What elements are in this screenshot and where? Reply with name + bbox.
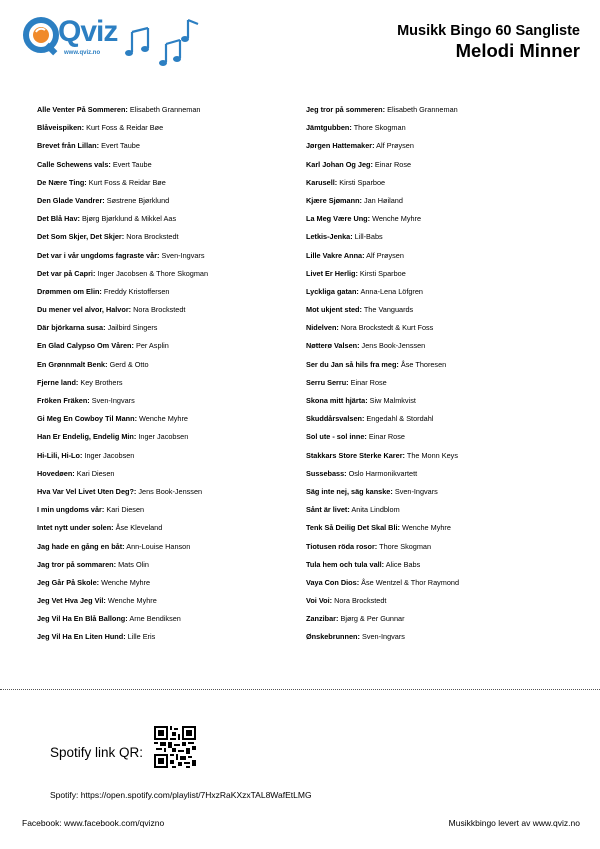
song-title: Mot ukjent sted: bbox=[306, 305, 362, 315]
song-item bbox=[37, 356, 299, 374]
footer-facebook-link[interactable]: Facebook: www.facebook.com/qvizno bbox=[22, 818, 165, 828]
song-item bbox=[37, 119, 299, 137]
song-artist: Elisabeth Granneman bbox=[385, 105, 458, 114]
song-title: Jeg Går På Skole: bbox=[37, 577, 100, 587]
song-artist: Nora Brockstedt bbox=[332, 596, 387, 606]
song-title: Kjære Sjømann: bbox=[306, 195, 362, 205]
song-artist: Wenche Myhre bbox=[99, 577, 151, 587]
song-item bbox=[37, 174, 299, 192]
song-artist: Einar Rose bbox=[372, 159, 412, 169]
song-artist: Thore Skogman bbox=[351, 123, 406, 133]
logo-wordmark: Qviz bbox=[58, 15, 118, 48]
logo-url: www.qviz.no bbox=[64, 50, 101, 56]
song-title: Han Er Endelig, Endelig Min: bbox=[37, 432, 137, 442]
song-item bbox=[306, 556, 576, 574]
song-list-right bbox=[306, 101, 576, 647]
spotify-qr-label: Spotify link QR: bbox=[50, 745, 144, 760]
song-item bbox=[306, 538, 576, 556]
song-artist: Wenche Myhre bbox=[370, 214, 422, 224]
song-artist: Alf Prøysen bbox=[364, 250, 404, 260]
song-item bbox=[37, 483, 299, 501]
song-title: Där björkarna susa: bbox=[37, 323, 106, 333]
song-item bbox=[306, 319, 576, 337]
song-item bbox=[37, 156, 299, 174]
song-title: I min ungdoms vår: bbox=[37, 505, 105, 515]
song-item bbox=[306, 356, 576, 374]
song-title: De Nære Ting: bbox=[37, 177, 87, 187]
song-artist: Evert Taube bbox=[99, 141, 140, 151]
song-item bbox=[306, 119, 576, 137]
song-artist: Wenche Myhre bbox=[137, 414, 188, 424]
song-title: Jørgen Hattemaker: bbox=[306, 141, 375, 151]
song-artist: The Monn Keys bbox=[404, 450, 458, 460]
header-title: Melodi Minner bbox=[455, 40, 580, 61]
song-list-left bbox=[37, 101, 299, 647]
song-artist: Lill-Babs bbox=[352, 232, 383, 242]
song-title: Den Glade Vandrer: bbox=[37, 195, 105, 205]
song-artist: Bjørg & Per Gunnar bbox=[338, 614, 405, 624]
song-title: Lille Vakre Anna: bbox=[306, 250, 365, 260]
song-title: Ser du Jan så hils fra meg: bbox=[306, 359, 399, 369]
song-artist: Einar Rose bbox=[366, 432, 405, 442]
song-artist: Anita Lindblom bbox=[349, 505, 400, 515]
song-item bbox=[37, 556, 299, 574]
song-artist: Sven-Ingvars bbox=[159, 250, 205, 260]
song-item bbox=[37, 337, 299, 355]
song-title: Blåveispiken: bbox=[37, 123, 85, 133]
song-item bbox=[306, 501, 576, 519]
song-title: Karl Johan Og Jeg: bbox=[306, 159, 373, 169]
song-artist: Jan Høiland bbox=[361, 195, 403, 205]
song-artist: Ann-Louise Hanson bbox=[124, 541, 191, 551]
song-item bbox=[37, 610, 299, 628]
song-item bbox=[306, 137, 576, 155]
song-item bbox=[306, 465, 576, 483]
song-artist: Kirsti Sparboe bbox=[337, 177, 386, 187]
song-artist: Nora Brockstedt bbox=[131, 305, 186, 315]
song-item bbox=[306, 156, 576, 174]
song-item bbox=[37, 519, 299, 537]
song-artist: Nora Brockstedt bbox=[124, 232, 179, 242]
song-title: Jeg Vil Ha En Liten Hund: bbox=[37, 632, 126, 642]
song-item bbox=[306, 301, 576, 319]
song-title: Skona mitt hjärta: bbox=[306, 396, 368, 405]
song-artist: The Vanguards bbox=[361, 305, 414, 315]
song-title: Vaya Con Dios: bbox=[306, 577, 360, 587]
song-item bbox=[37, 101, 299, 119]
song-title: Jämtgubben: bbox=[306, 123, 352, 133]
song-title: Tiotusen röda rosor: bbox=[306, 541, 378, 551]
song-title: Ønskebrunnen: bbox=[306, 632, 360, 642]
song-title: Drømmen om Elin: bbox=[37, 286, 102, 296]
song-title: Calle Schewens vals: bbox=[37, 159, 111, 169]
song-artist: Lille Eris bbox=[125, 632, 156, 642]
song-artist: Gerd & Otto bbox=[107, 359, 149, 369]
song-artist: Søstrene Bjørklund bbox=[104, 195, 170, 205]
song-item bbox=[37, 501, 299, 519]
song-artist: Evert Taube bbox=[110, 159, 152, 169]
song-title: Intet nytt under solen: bbox=[37, 523, 114, 533]
song-artist: Thore Skogman bbox=[377, 541, 432, 551]
song-item bbox=[37, 628, 299, 646]
song-artist: Sven-Ingvars bbox=[359, 632, 405, 642]
song-artist: Alice Babs bbox=[384, 559, 421, 569]
song-artist: Inger Jacobsen bbox=[136, 432, 189, 442]
song-title: Jag tror på sommaren: bbox=[37, 559, 117, 569]
song-title: En Glad Calypso Om Våren: bbox=[37, 341, 134, 351]
song-item bbox=[306, 392, 576, 410]
song-title: Nidelven: bbox=[306, 323, 339, 333]
song-item bbox=[306, 447, 576, 465]
song-title: Det var på Capri: bbox=[37, 268, 96, 278]
song-item bbox=[37, 192, 299, 210]
song-item bbox=[306, 592, 576, 610]
song-title: Karusell: bbox=[306, 177, 338, 187]
song-item bbox=[306, 628, 576, 646]
song-title: Alle Venter På Sommeren: bbox=[37, 105, 128, 114]
song-item bbox=[37, 538, 299, 556]
song-title: Det var i vår ungdoms fagraste vår: bbox=[37, 250, 160, 260]
song-title: Hva Var Vel Livet Uten Deg?: bbox=[37, 486, 137, 496]
song-item bbox=[306, 265, 576, 283]
song-artist: Åse Thoresen bbox=[398, 359, 447, 369]
song-title: Fröken Fräken: bbox=[37, 396, 90, 405]
song-item bbox=[37, 410, 299, 428]
song-item bbox=[37, 319, 299, 337]
song-item bbox=[306, 228, 576, 246]
song-item bbox=[37, 301, 299, 319]
song-artist: Einar Rose bbox=[348, 377, 387, 387]
song-artist: Jens Book-Jenssen bbox=[359, 341, 426, 351]
song-item bbox=[37, 574, 299, 592]
song-item bbox=[37, 465, 299, 483]
song-title: Skuddårsvalsen: bbox=[306, 414, 365, 424]
qviz-logo[interactable] bbox=[20, 12, 116, 64]
song-title: Jag hade en gång en båt: bbox=[37, 541, 125, 551]
song-item bbox=[37, 283, 299, 301]
song-artist: Bjørg Bjørklund & Mikkel Aas bbox=[79, 214, 177, 224]
qviz-q-logo-icon bbox=[22, 16, 62, 56]
song-item bbox=[306, 428, 576, 446]
song-title: Tula hem och tula vall: bbox=[306, 559, 385, 569]
music-notes-icon bbox=[122, 14, 202, 66]
song-artist: Arne Bendiksen bbox=[127, 614, 181, 624]
footer-credit-link[interactable]: Musikkbingo levert av www.qviz.no bbox=[448, 818, 580, 828]
song-title: Hovedøen: bbox=[37, 468, 75, 478]
song-artist: Kari Diesen bbox=[104, 505, 145, 515]
song-title: Sussebass: bbox=[306, 468, 347, 478]
song-item bbox=[306, 192, 576, 210]
song-title: Gi Meg En Cowboy Til Mann: bbox=[37, 414, 137, 424]
song-artist: Kurt Foss & Reidar Bøe bbox=[84, 123, 164, 133]
song-item bbox=[37, 374, 299, 392]
song-title: Sol ute - sol inne: bbox=[306, 432, 367, 442]
song-item bbox=[306, 483, 576, 501]
spotify-playlist-link[interactable]: Spotify: https://open.spotify.com/playlist/7HxzRaKXzxTAL8WafEtLMG bbox=[50, 790, 312, 800]
song-item bbox=[37, 428, 299, 446]
song-artist: Kurt Foss & Reidar Bøe bbox=[86, 177, 166, 187]
song-artist: Åse Kleveland bbox=[113, 523, 163, 533]
header-subtitle: Musikk Bingo 60 Sangliste bbox=[397, 23, 580, 39]
song-artist: Kari Diesen bbox=[74, 468, 115, 478]
spotify-qr-code-icon[interactable] bbox=[154, 726, 196, 768]
song-title: Letkis-Jenka: bbox=[306, 232, 353, 242]
song-item bbox=[306, 337, 576, 355]
song-item bbox=[306, 610, 576, 628]
song-title: Zanzibar: bbox=[306, 614, 339, 624]
song-artist: Jens Book-Jenssen bbox=[136, 486, 203, 496]
song-item bbox=[37, 447, 299, 465]
song-artist: Sven-Ingvars bbox=[392, 486, 438, 496]
song-title: Lyckliga gatan: bbox=[306, 286, 359, 296]
song-title: Det Som Skjer, Det Skjer: bbox=[37, 232, 125, 242]
song-title: Det Blå Hav: bbox=[37, 214, 80, 224]
song-title: Säg inte nej, säg kanske: bbox=[306, 486, 393, 496]
song-artist: Åse Wentzel & Thor Raymond bbox=[359, 577, 460, 587]
song-title: Sånt är livet: bbox=[306, 505, 350, 515]
song-artist: Per Asplin bbox=[133, 341, 169, 351]
song-item bbox=[37, 210, 299, 228]
song-title: Du mener vel alvor, Halvor: bbox=[37, 305, 132, 315]
song-title: Tenk Så Deilig Det Skal Bli: bbox=[306, 523, 400, 533]
song-item bbox=[37, 247, 299, 265]
song-title: Serru Serru: bbox=[306, 377, 349, 387]
song-title: Stakkars Store Sterke Karer: bbox=[306, 450, 405, 460]
song-artist: Sven-Ingvars bbox=[89, 396, 135, 405]
song-item bbox=[306, 210, 576, 228]
song-artist: Inger Jacobsen & Thore Skogman bbox=[95, 268, 209, 278]
song-item bbox=[306, 283, 576, 301]
song-artist: Alf Prøysen bbox=[374, 141, 414, 151]
song-artist: Nora Brockstedt & Kurt Foss bbox=[338, 323, 434, 333]
song-title: Jeg Vet Hva Jeg Vil: bbox=[37, 596, 106, 606]
song-title: Hi-Lili, Hi-Lo: bbox=[37, 450, 83, 460]
song-artist: Engedahl & Stordahl bbox=[364, 414, 434, 424]
song-item bbox=[37, 592, 299, 610]
song-title: Brevet från Lillan: bbox=[37, 141, 100, 151]
song-artist: Key Brothers bbox=[78, 377, 123, 387]
song-artist: Inger Jacobsen bbox=[82, 450, 135, 460]
song-artist: Elisabeth Granneman bbox=[127, 105, 201, 114]
song-artist: Siw Malmkvist bbox=[367, 396, 416, 405]
song-artist: Kirsti Sparboe bbox=[357, 268, 406, 278]
song-item bbox=[306, 574, 576, 592]
song-item bbox=[306, 174, 576, 192]
song-artist: Wenche Myhre bbox=[399, 523, 451, 533]
song-item bbox=[37, 228, 299, 246]
song-artist: Anna-Lena Löfgren bbox=[358, 286, 423, 296]
song-title: Jeg tror på sommeren: bbox=[306, 105, 386, 114]
song-title: Jeg Vil Ha En Blå Ballong: bbox=[37, 614, 128, 624]
song-title: En Grønnmalt Benk: bbox=[37, 359, 108, 369]
song-item bbox=[306, 519, 576, 537]
song-artist: Freddy Kristoffersen bbox=[101, 286, 170, 296]
song-item bbox=[37, 392, 299, 410]
song-artist: Jailbird Singers bbox=[105, 323, 158, 333]
song-item bbox=[37, 137, 299, 155]
song-item bbox=[306, 410, 576, 428]
song-title: Voi Voi: bbox=[306, 596, 333, 606]
song-artist: Mats Olin bbox=[116, 559, 149, 569]
song-item bbox=[306, 374, 576, 392]
song-item bbox=[37, 265, 299, 283]
song-title: Nøtterø Valsen: bbox=[306, 341, 360, 351]
song-artist: Wenche Myhre bbox=[105, 596, 157, 606]
song-item bbox=[306, 101, 576, 119]
song-item bbox=[306, 247, 576, 265]
page-header bbox=[397, 22, 580, 62]
song-title: La Meg Være Ung: bbox=[306, 214, 371, 224]
cut-line-divider bbox=[0, 689, 600, 690]
song-artist: Oslo Harmonikvartett bbox=[346, 468, 418, 478]
song-title: Livet Er Herlig: bbox=[306, 268, 358, 278]
song-title: Fjerne land: bbox=[37, 377, 79, 387]
